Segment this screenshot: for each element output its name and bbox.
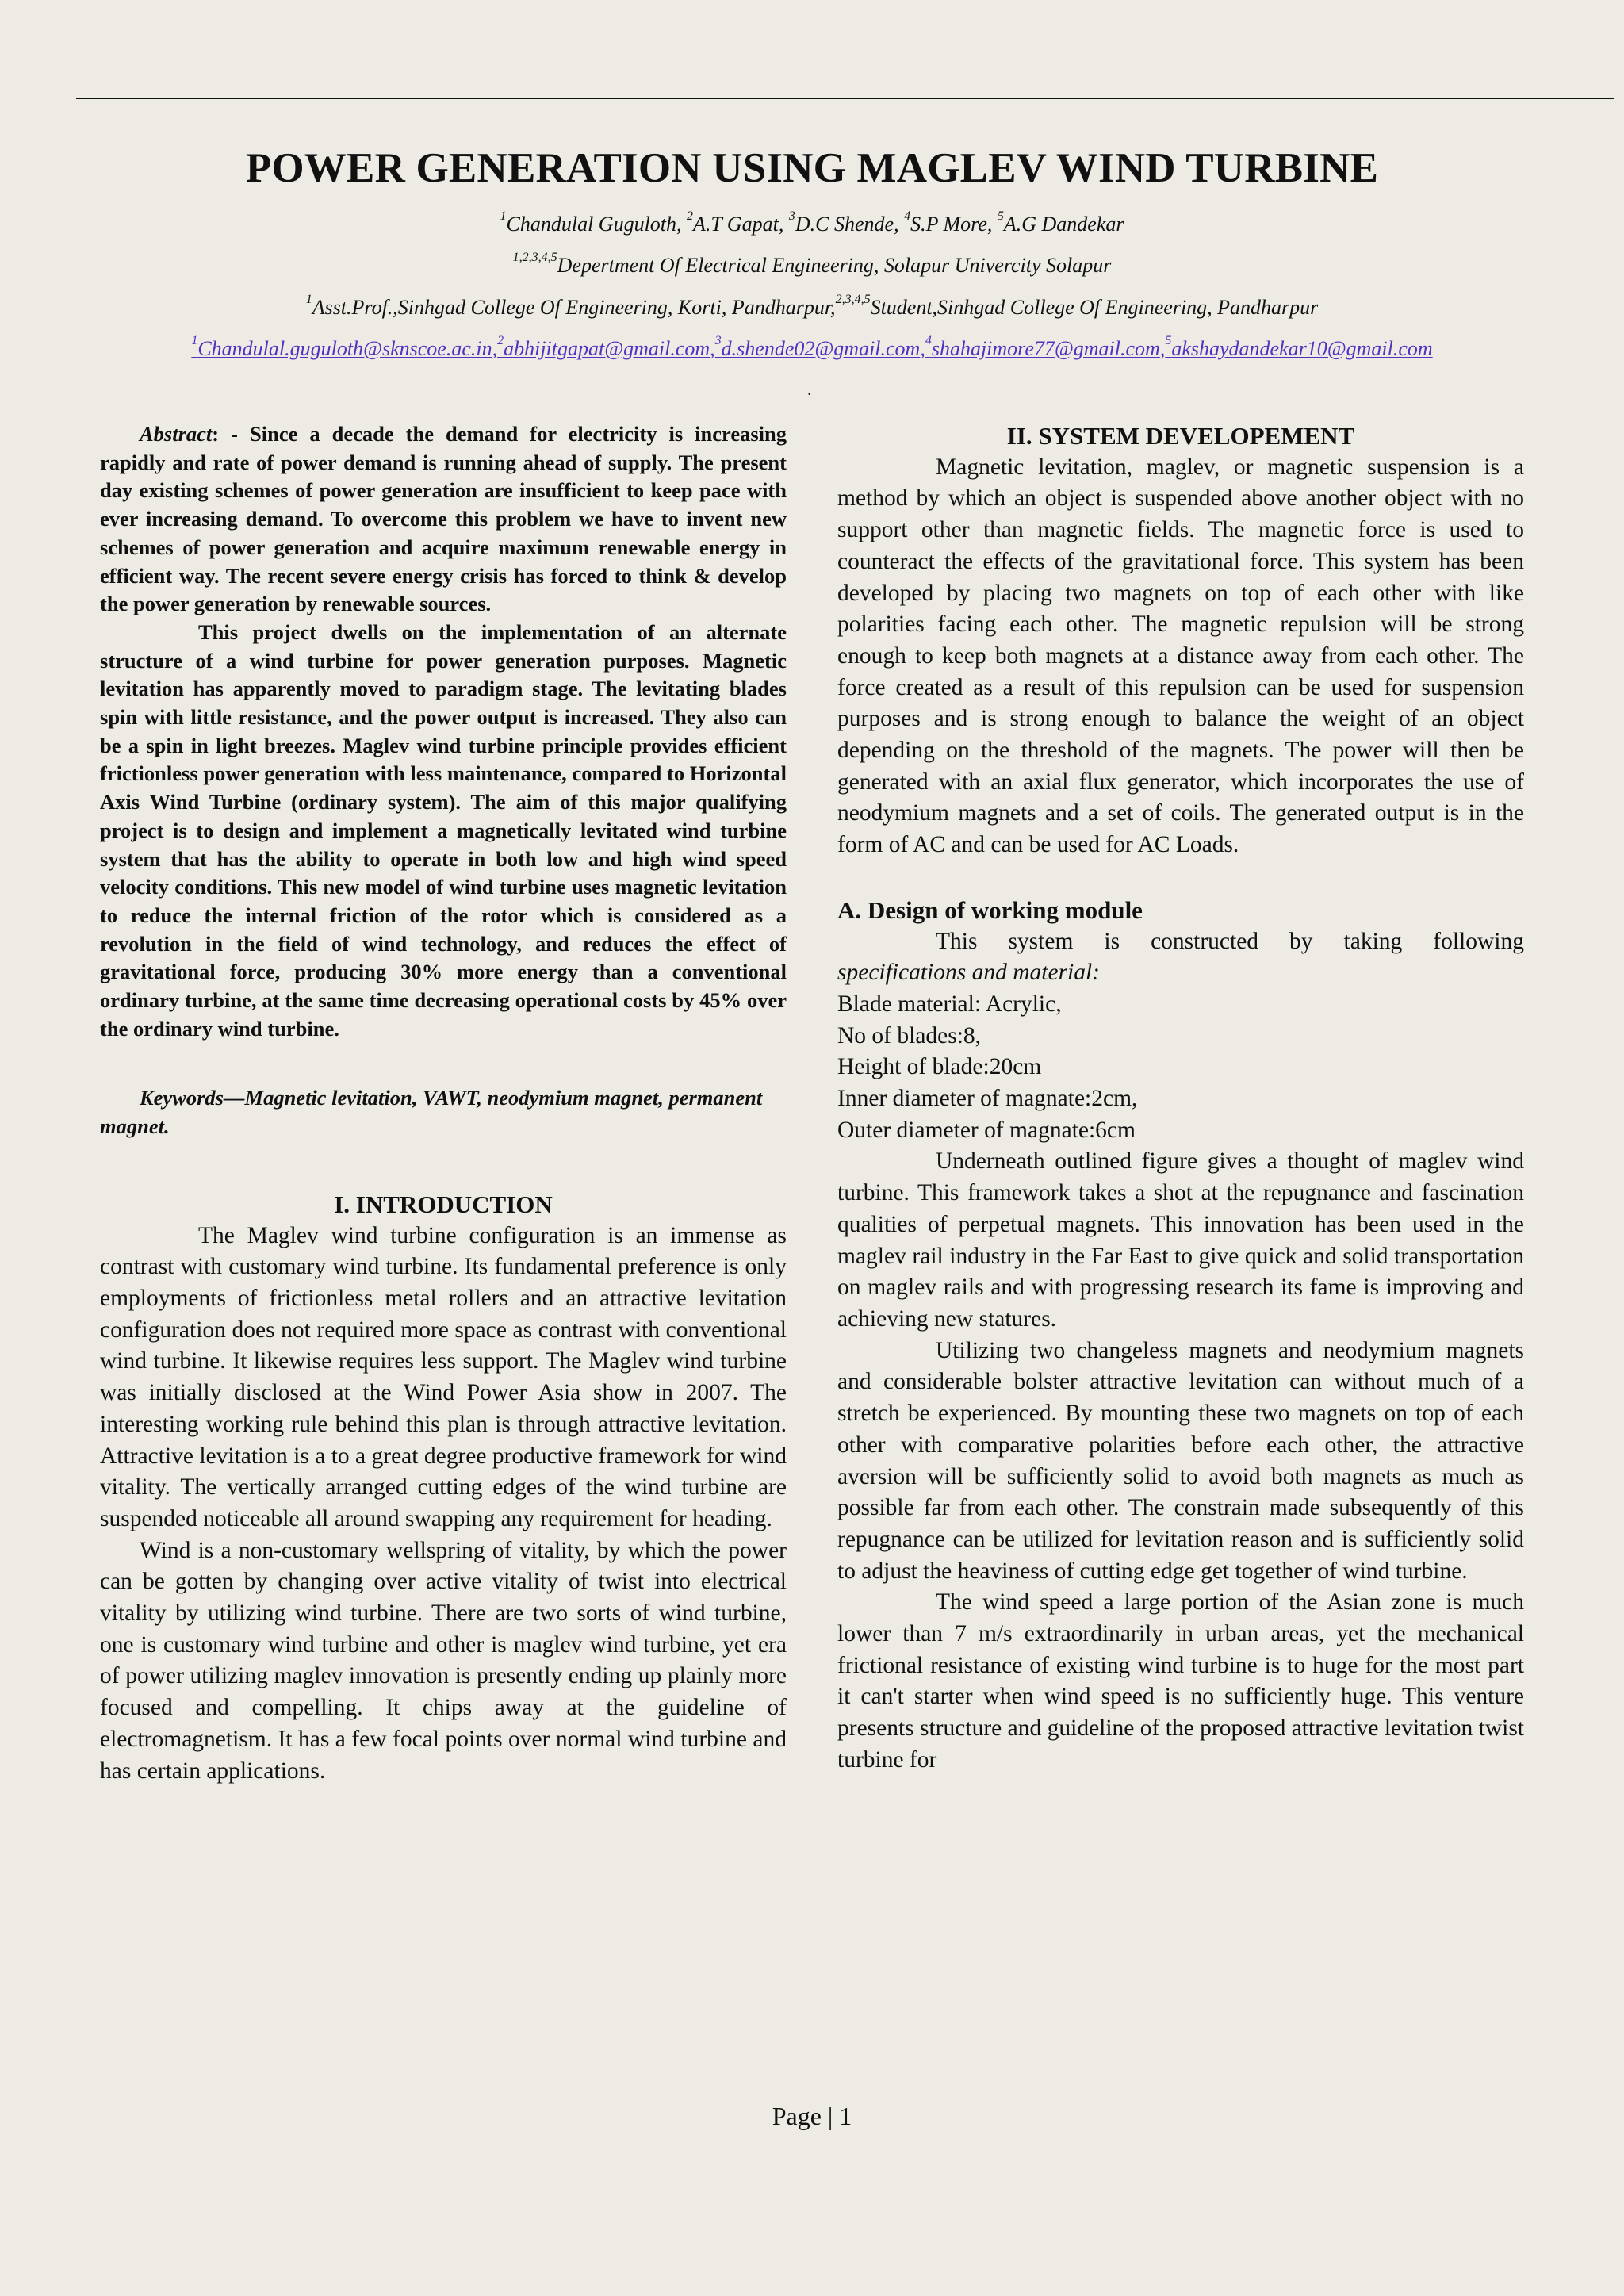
author-name: S.P More, (910, 213, 998, 236)
authors-line (0, 209, 1624, 236)
abstract-text: : - Since a decade the demand for electricity is increasing rapidly and rate of power demand is running ahead of supply. The present day existing schemes of power generation are insufficient to keep pace with ever increasing demand. To overcome this problem we have to invent new schemes of power generation and acquire maximum renewable energy in efficient way. The recent severe energy crisis has forced to think & develop the power generation by renewable sources. (100, 422, 787, 616)
email-link-4[interactable] (925, 334, 1160, 360)
system-paragraph-1: Magnetic levitation, maglev, or magnetic suspension is a method by which an object is suspended above another object with no support other than magnetic fields. The magnetic force is used to counteract the effects of the gravitational force. This system has been developed by placing two magnets on top of each other with like polarities facing each other. The magnetic repulsion will be strong enough to keep both magnets at a distance away from each other. The force created as a result of this repulsion can be used for suspension purposes and is strong enough to balance the weight of an object depending on the threshold of the magnets. The power will then be generated with an axial flux generator, which incorporates the use of neodymium magnets and a set of coils. The generated output is in the form of AC and can be used for AC Loads. (837, 454, 1524, 858)
author-sup: 2 (687, 209, 694, 223)
intro-paragraph-1: The Maglev wind turbine configuration is an immense as contrast with customary wind turbine. Its fundamental preference is only employments of frictionless metal rollers and an attractive levitation configuration does not required more space as contrast with conventional wind turbine. It likewise requires less support. The Maglev wind turbine was initially disclosed at the Wind Power Asia show in 2007. The interesting working rule behind this plan is through attractive levitation. Attractive levitation is a to a great degree productive framework for wind vitality. The vertically arranged cutting edges of the wind turbine are suspended noticeable all around swapping any requirement for heading. (100, 1222, 787, 1531)
email-link-5[interactable] (1165, 334, 1433, 360)
affiliation-line (0, 293, 1624, 320)
email-address: shahajimore77@gmail.com (931, 337, 1160, 360)
spec-item: Outer diameter of magnate:6cm (837, 1117, 1136, 1143)
paper-title: POWER GENERATION USING MAGLEV WIND TURBINE (245, 145, 1379, 191)
page-number: Page | 1 (772, 2102, 852, 2130)
abstract-paragraph (100, 420, 787, 619)
system-paragraph-4: The wind speed a large portion of the Asian zone is much lower than 7 m/s extraordinarily in urban areas, yet the mechanical frictional resistance of existing wind turbine is to huge for the most part it can't starter when wind speed is no sufficiently huge. This venture presents structure and guideline of the proposed attractive levitation twist turbine for (837, 1589, 1524, 1773)
author-name: A.T Gapat, (693, 213, 789, 236)
email-link-1[interactable] (191, 334, 492, 360)
email-sup: 3 (714, 334, 722, 347)
email-address: akshaydandekar10@gmail.com (1171, 337, 1433, 360)
affiliation-sup: 1 (305, 293, 312, 306)
department-sup: 1,2,3,4,5 (512, 251, 557, 264)
affiliation-text: Student,Sinhgad College Of Engineering, Pandharpur (870, 296, 1319, 319)
affiliation-sup: 2,3,4,5 (835, 293, 871, 306)
emails-line: $^1$Chandulal.guguloth@sknscoe.ac.in,$^2$abhijitgapat@gmail.com,$^3$d.shende02@gmail.com,$^4$shahajimore77@gmail.com,$^5$akshaydandekar10@gmail.com (191, 334, 1433, 360)
email-sup: 1 (191, 334, 198, 347)
email-address: d.shende02@gmail.com (721, 337, 921, 360)
email-address: abhijitgapat@gmail.com (504, 337, 710, 360)
department-text: Depertment Of Electrical Engineering, Solapur Univercity Solapur (557, 254, 1112, 277)
author-sup: 5 (997, 209, 1004, 223)
author-sup: 4 (904, 209, 911, 223)
subsection-heading-design: A. Design of working module (837, 895, 1143, 924)
author-sup: 1 (500, 209, 507, 223)
abstract-label: Abstract (140, 422, 213, 446)
email-sup: 2 (497, 334, 504, 347)
email-sup: 4 (925, 334, 932, 347)
intro-paragraph-2: Wind is a non-customary wellspring of vitality, by which the power can be gotten by changing over active vitality of twist into electrical vitality by utilizing wind turbine. There are two sorts of wind turbine, one is customary wind turbine and other is maglev wind turbine, yet era of power utilizing maglev innovation is presently ending up plainly more focused and compelling. It chips away at the guideline of electromagnetism. It has a few focal points over normal wind turbine and has certain applications. (100, 1537, 787, 1784)
abstract-paragraph-2: This project dwells on the implementation of an alternate structure of a wind turbine for power generation purposes. Magnetic levitation has apparently moved to paradigm stage. The levitating blades spin with little resistance, and the power output is increased. They also can be a spin in light breezes. Maglev wind turbine principle provides efficient frictionless power generation with less maintenance, compared to Horizontal Axis Wind Turbine (ordinary system). The aim of this major qualifying project is to design and implement a magnetically levitated wind turbine system that has the ability to operate in both low and high wind speed velocity conditions. This new model of wind turbine uses magnetic levitation to reduce the internal friction of the rotor which is considered as a revolution in the field of wind technology, and reduces the effect of gravitational force, producing 30% more energy than a conventional ordinary turbine, at the same time decreasing operational costs by 45% over the ordinary wind turbine. (100, 619, 787, 1041)
author-name: D.C Shende, (795, 213, 905, 236)
top-rule (76, 98, 1614, 99)
right-column (837, 420, 1524, 1777)
spec-item: No of blades:8, (837, 1022, 982, 1048)
spec-label: specifications and material: (837, 960, 1101, 986)
department-line (0, 251, 1624, 278)
left-column (100, 420, 787, 1787)
spec-item: Blade material: Acrylic, (837, 991, 1062, 1017)
design-intro: This system is constructed by taking following (936, 928, 1524, 954)
system-paragraph-2: Underneath outlined figure gives a thought of maglev wind turbine. This framework takes a shot at the repugnance and fascination qualities of perpetual magnets. This innovation has been used in the maglev rail industry in the Far East to give quick and solid transportation on maglev rails and with progressing research its fame is improving and achieving new statures. (837, 1148, 1524, 1332)
email-sup: 5 (1165, 334, 1172, 347)
spec-item: Height of blade:20cm (837, 1054, 1042, 1080)
author-name: A.G Dandekar (1003, 213, 1124, 236)
separator-dot: . (807, 379, 812, 399)
author-sup: 3 (788, 209, 795, 223)
section-heading-introduction: I. INTRODUCTION (334, 1190, 553, 1218)
spec-item: Inner diameter of magnate:2cm, (837, 1086, 1138, 1112)
section-heading-system: II. SYSTEM DEVELOPEMENT (1006, 422, 1355, 450)
system-paragraph-3: Utilizing two changeless magnets and neodymium magnets and considerable bolster attractive levitation can without much of a stretch be experienced. By mounting these two magnets on top of each other with comparative polarities before each other, the attractive aversion will be sufficiently solid to avoid both magnets as much as possible far from each other. The constrain made subsequently of this repugnance can be utilized for levitation reason and is sufficiently solid to adjust the heaviness of cutting edge get together of wind turbine. (837, 1337, 1524, 1584)
email-address: Chandulal.guguloth@sknscoe.ac.in (197, 337, 492, 360)
affiliation-text: Asst.Prof.,Sinhgad College Of Engineering, Korti, Pandharpur, (312, 296, 836, 319)
keywords: Keywords—Magnetic levitation, VAWT, neodymium magnet, permanent magnet. (100, 1086, 763, 1139)
email-link-2[interactable] (497, 334, 710, 360)
email-link-3[interactable] (714, 334, 921, 360)
author-name: Chandulal Guguloth, (506, 213, 688, 236)
